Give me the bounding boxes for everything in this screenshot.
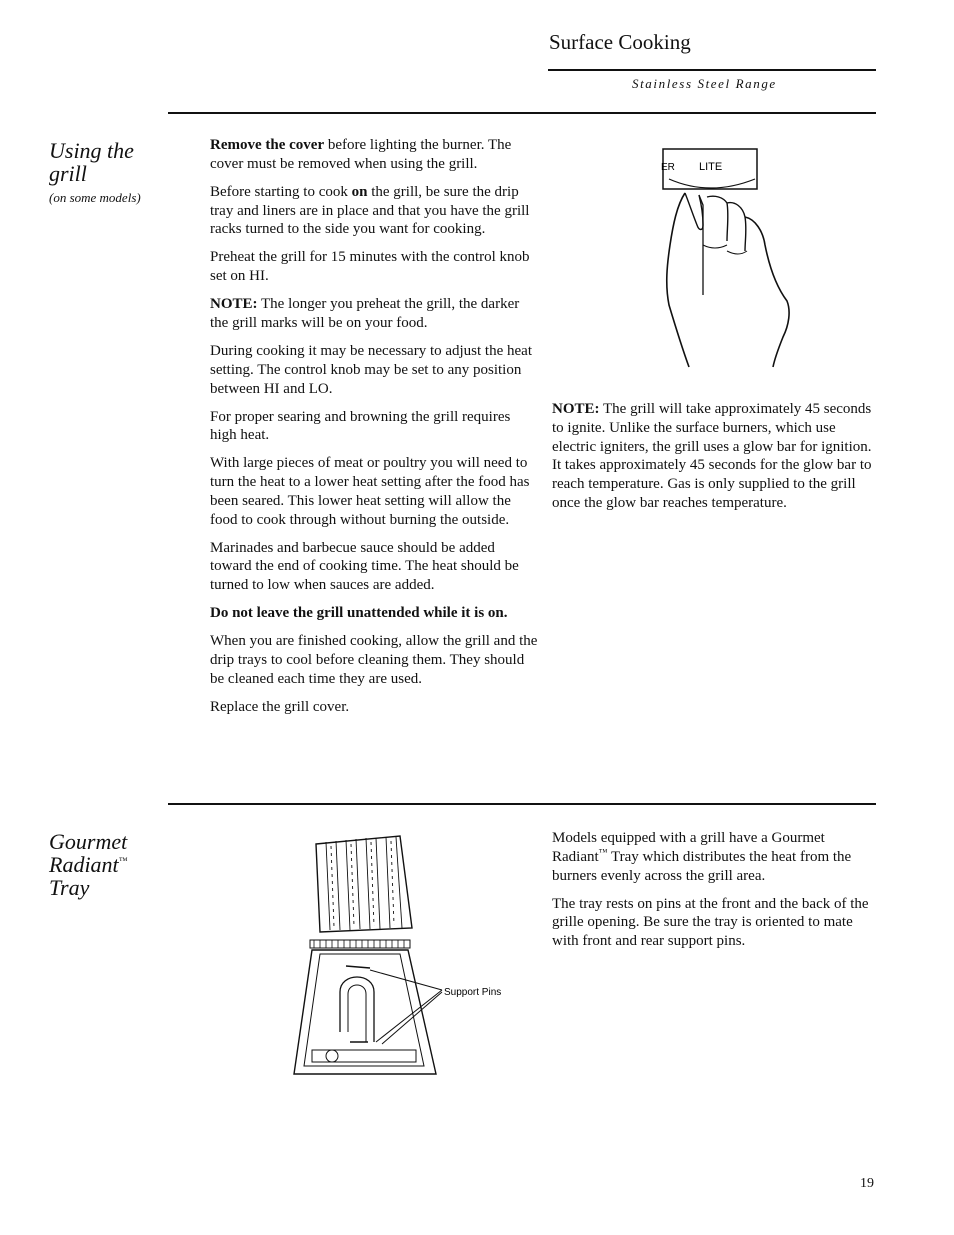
paragraph: [210, 604, 538, 623]
section-divider: [168, 112, 876, 114]
radiant-tray-illustration: [290, 832, 510, 1080]
paragraph: [552, 829, 876, 885]
text: before lighting the burner. The cover must be removed when using the grill.: [210, 137, 512, 172]
grille-edge: [310, 940, 410, 948]
knuckle-line: [727, 251, 747, 254]
paragraph: For proper searing and browning the grill requires high heat.: [210, 408, 511, 444]
page-number: 19: [860, 1176, 874, 1191]
page-subtitle: Stainless Steel Range: [632, 76, 777, 91]
section-title-line: grill: [49, 161, 87, 186]
paragraph: [210, 295, 538, 333]
section-divider: [168, 803, 876, 805]
grill-note: [552, 400, 874, 522]
paragraph: When you are finished cooking, allow the grill and the drip trays to cool before cleaning them. They should be cleaned each time they are used.: [210, 633, 538, 687]
bold-text: NOTE:: [210, 296, 258, 313]
paragraph: [210, 183, 538, 239]
hand-turning-knob-illustration: [655, 145, 795, 375]
section-title-line: Gourmet: [49, 829, 128, 854]
tray-body: [316, 836, 412, 932]
text: Radiant: [49, 852, 119, 877]
knuckle-line: [703, 245, 727, 248]
paragraph: During cooking it may be necessary to adjust the heat setting. The control knob may be set to any position between HI and LO.: [210, 342, 532, 397]
text: Before starting to cook: [210, 183, 352, 200]
hand-outline-right: [745, 217, 789, 367]
section-title-line: Using the: [49, 138, 134, 163]
knob-stem: [699, 195, 703, 295]
section-subtitle: (on some models): [49, 190, 141, 205]
paragraph: Preheat the grill for 15 minutes with the control knob set on HI.: [210, 249, 530, 285]
text: The grill will take approximately 45 seconds to ignite. Unlike the surface burners, which use electric igniters, the grill uses a glow bar for ignition. It takes approximately 45 seconds for the glow bar to reach temperature. Gas is only supplied to the grill once the glow bar reaches temperature.: [552, 401, 872, 511]
paragraph: Marinades and barbecue sauce should be added toward the end of cooking time. The heat should be turned to low when sauces are added.: [210, 539, 519, 594]
text: The longer you preheat the grill, the darker the grill marks will be on your food.: [210, 296, 520, 331]
paragraph: With large pieces of meat or poultry you will need to turn the heat to a lower heat setting after the food has been seared. This lower heat setting will allow the food to cook through without burning the outside.: [210, 455, 530, 528]
section-title-gourmet-tray: [49, 830, 128, 899]
header-rule: [548, 69, 876, 71]
finger-outline: [727, 203, 746, 251]
section-title-using-grill: [49, 139, 134, 185]
support-pins-label: Support Pins: [444, 987, 502, 998]
knob-label-partial: ER: [661, 162, 675, 173]
bold-text: NOTE:: [552, 401, 600, 417]
paragraph: [210, 136, 538, 174]
finger-outline: [707, 196, 728, 241]
paragraph: Replace the grill cover.: [210, 698, 350, 715]
trademark: ™: [118, 855, 128, 866]
text: Tray which distributes the heat from the burners evenly across the grill area.: [552, 848, 852, 884]
page-title: Surface Cooking: [549, 30, 691, 54]
paragraph: [552, 400, 874, 513]
paragraph: The tray rests on pins at the front and the back of the grille opening. Be sure the tray is oriented to mate with front and rear support pins.: [552, 895, 869, 950]
igniter: [326, 1050, 338, 1062]
section-title-line: Tray: [49, 875, 90, 900]
bold-text: on: [351, 183, 368, 200]
knob-label-lite: LITE: [699, 161, 723, 173]
bold-text: Remove the cover: [210, 137, 325, 153]
text: Models equipped with a grill have a Gourmet Radiant: [552, 830, 825, 865]
tray-description-column: [552, 829, 876, 960]
bold-text: Do not leave the grill unattended while it is on.: [210, 605, 508, 622]
section-title-line: [49, 853, 128, 876]
hand-outline-left: [667, 193, 689, 367]
text: the grill, be sure the drip tray and liners are in place and that you have the grill racks turned to the side you want for cooking.: [210, 183, 530, 238]
grill-instructions-column: [210, 136, 538, 726]
trademark: ™: [598, 846, 608, 857]
